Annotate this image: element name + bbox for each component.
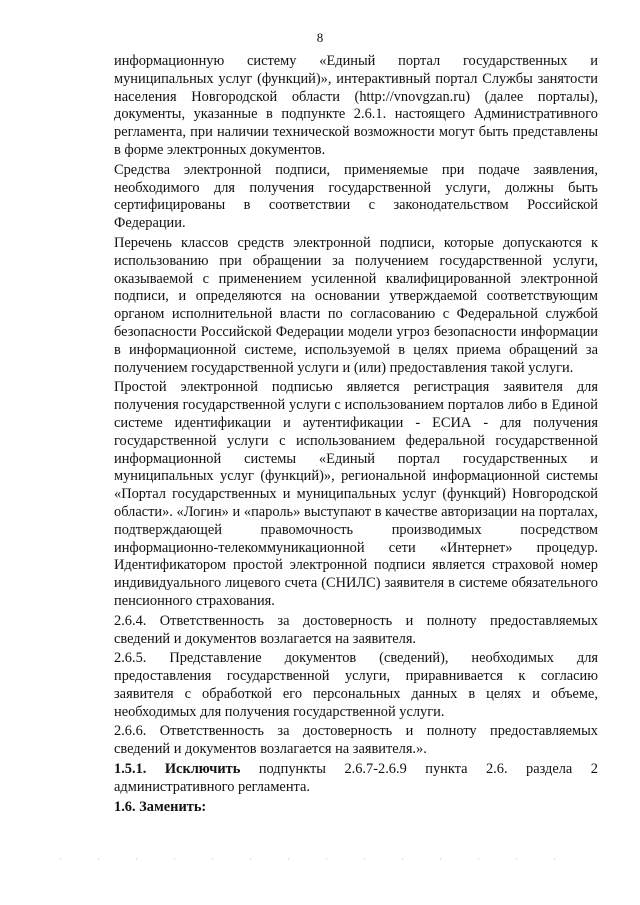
amendment-number: 1.5.1. xyxy=(114,761,147,778)
paragraph-simple-signature: Простой электронной подписью является регистрация заявителя для получения государственной услуги с использованием порталов либо в Единой системе идентификации и аутентификации - ЕСИА - для получения государственной услуги с использованием федеральной государственной информационной системы «Единый портал государственных и муниципальных услуг (функций)», региональной информационной системы «Портал государственных и муниципальных услуг (функций) Новгородской области». «Логин» и «пароль» выступают в качестве авторизации на порталах, подтверждающей правомочность производимых посредством информационно-телекоммуникационной сети «Интернет» процедур. Идентификатором простой электронной подписи является страховой номер индивидуального лицевого счета (СНИЛС) заявителя в системе обязательного пенсионного страхования. xyxy=(114,379,598,609)
paragraph-signature-classes: Перечень классов средств электронной подписи, которые допускаются к использованию при обращении за получением государственной услуги, оказываемой с применением усиленной квалифицированной электронной подписи, и определяются на основании утверждаемой соответствующим органом исполнительной власти по согласованию с Федеральной службой безопасности Российской Федерации модели угроз безопасности информации в информационной системе, используемой в целях приема обращений за получением государственной услуги и (или) предоставления такой услуги. xyxy=(114,234,598,376)
amendment-exclude xyxy=(114,761,598,797)
scan-artifact-marks xyxy=(60,858,580,860)
paragraph-2-6-6: 2.6.6. Ответственность за достоверность и полноту предоставляемых сведений и документов возлагается на заявителя.». xyxy=(114,723,598,758)
paragraph-signature-certification: Средства электронной подписи, применяемые при подаче заявления, необходимого для получения государственной услуги, должны быть сертифицированы в соответствии с законодательством Российской Федерации. xyxy=(114,161,598,232)
amendment-action: Исключить xyxy=(164,761,241,778)
amendment-text: подпункты 2.6.7-2.6.9 пункта 2.6. раздела 2 административного регламента. xyxy=(114,761,598,795)
replace-heading xyxy=(114,799,598,817)
paragraph-2-6-5: 2.6.5. Представление документов (сведений), необходимых для предоставления государственной услуги, приравнивается к согласию заявителя с обработкой его персональных данных в целях и объеме, необходимых для получения государственной услуги. xyxy=(114,650,598,720)
replace-heading-text: 1.6. Заменить: xyxy=(114,798,207,815)
page-number: 8 xyxy=(316,30,324,45)
paragraph-electronic-documents: информационную систему «Единый портал государственных и муниципальных услуг (функций)», интерактивный портал Службы занятости населения Новгородской области (http://vnovgzan.ru) (далее порталы), документы, указанные в подпункте 2.6.1. настоящего Административного регламента, при наличии технической возможности могут быть представлены в форме электронных документов. xyxy=(114,53,598,158)
paragraph-2-6-4: 2.6.4. Ответственность за достоверность и полноту предоставляемых сведений и документов возлагается на заявителя. xyxy=(114,612,598,647)
document-body xyxy=(114,53,598,816)
